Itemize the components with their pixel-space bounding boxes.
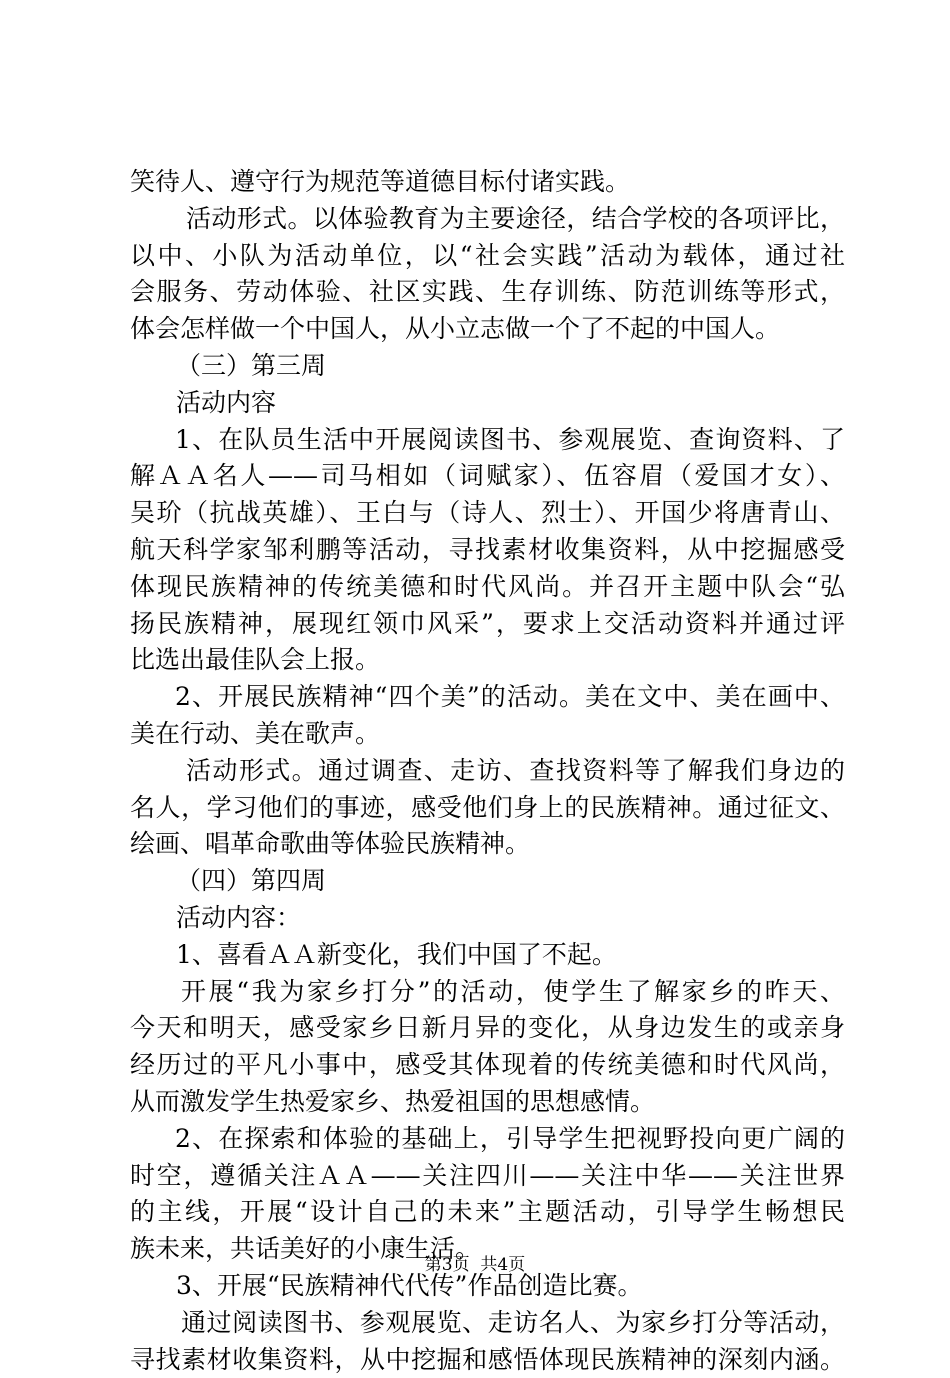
paragraph-hometown-score — [0, 974, 950, 1121]
text-line: 族未来，共话美好的小康生活。 — [0, 1231, 845, 1268]
text-line: 活动内容 — [0, 385, 845, 422]
page-number: 第3页 共4页 — [425, 1255, 525, 1275]
text-line: 吴玠（抗战英雄）、王白与（诗人、烈士）、开国少将唐青山、 — [0, 495, 845, 532]
text-line: 航天科学家邹利鹏等活动，寻找素材收集资料，从中挖掘感受 — [0, 532, 845, 569]
text-line: 以中、小队为活动单位，以“社会实践”活动为载体，通过社 — [0, 238, 845, 275]
text-line: 寻找素材收集资料，从中挖掘和感悟体现民族精神的深刻内涵。 — [0, 1342, 845, 1378]
paragraph-week3-item2 — [0, 679, 950, 753]
text-line: （三）第三周 — [0, 348, 845, 385]
text-line: 3、开展“民族精神代代传”作品创造比赛。 — [0, 1268, 845, 1305]
text-line: 1、喜看ＡＡ新变化，我们中国了不起。 — [0, 937, 845, 974]
text-line: 会服务、劳动体验、社区实践、生存训练、防范训练等形式， — [0, 274, 845, 311]
text-line: 的主线，开展“设计自己的未来”主题活动，引导学生畅想民 — [0, 1194, 845, 1231]
paragraph-activity-form-week3 — [0, 753, 950, 863]
text-line: 1、在队员生活中开展阅读图书、参观展览、查询资料、了 — [0, 422, 845, 459]
paragraph-activity-form-week2 — [0, 201, 950, 348]
subheading-activity-content — [0, 900, 950, 937]
section-heading-week3 — [0, 348, 950, 385]
page-footer — [0, 1250, 950, 1275]
text-line: 2、开展民族精神“四个美”的活动。美在文中、美在画中、 — [0, 679, 845, 716]
text-line: 绘画、唱革命歌曲等体验民族精神。 — [0, 826, 845, 863]
text-line: 开展“我为家乡打分”的活动，使学生了解家乡的昨天、 — [0, 974, 845, 1011]
text-line: 今天和明天，感受家乡日新月异的变化，从身边发生的或亲身 — [0, 1010, 845, 1047]
text-line: 活动形式。以体验教育为主要途径，结合学校的各项评比， — [0, 201, 845, 238]
text-line: 体现民族精神的传统美德和时代风尚。并召开主题中队会“弘 — [0, 569, 845, 606]
paragraph-closing — [0, 1305, 950, 1378]
text-line: 扬民族精神，展现红领巾风采”，要求上交活动资料并通过评 — [0, 606, 845, 643]
text-line: 活动内容： — [0, 900, 845, 937]
text-line: 美在行动、美在歌声。 — [0, 716, 845, 753]
text-line: 比选出最佳队会上报。 — [0, 642, 845, 679]
text-line: 从而激发学生热爱家乡、热爱祖国的思想感情。 — [0, 1084, 845, 1121]
text-line: 名人，学习他们的事迹，感受他们身上的民族精神。通过征文、 — [0, 790, 845, 827]
paragraph-continuation — [0, 164, 950, 201]
text-line: 通过阅读图书、参观展览、走访名人、为家乡打分等活动， — [0, 1305, 845, 1342]
text-line: 解ＡＡ名人——司马相如（词赋家）、伍容眉（爱国才女）、 — [0, 458, 845, 495]
text-line: 时空，遵循关注ＡＡ——关注四川——关注中华——关注世界 — [0, 1158, 845, 1195]
paragraph-week3-item1 — [0, 422, 950, 680]
text-line: 经历过的平凡小事中，感受其体现着的传统美德和时代风尚， — [0, 1047, 845, 1084]
section-heading-week4 — [0, 863, 950, 900]
paragraph-week4-item1 — [0, 937, 950, 974]
subheading-activity-content — [0, 385, 950, 422]
text-line: 笑待人、遵守行为规范等道德目标付诸实践。 — [0, 164, 845, 201]
text-line: 活动形式。通过调查、走访、查找资料等了解我们身边的 — [0, 753, 845, 790]
text-line: （四）第四周 — [0, 863, 845, 900]
paragraph-week4-item2 — [0, 1121, 950, 1268]
text-line: 2、在探索和体验的基础上，引导学生把视野投向更广阔的 — [0, 1121, 845, 1158]
text-line: 体会怎样做一个中国人，从小立志做一个了不起的中国人。 — [0, 311, 845, 348]
